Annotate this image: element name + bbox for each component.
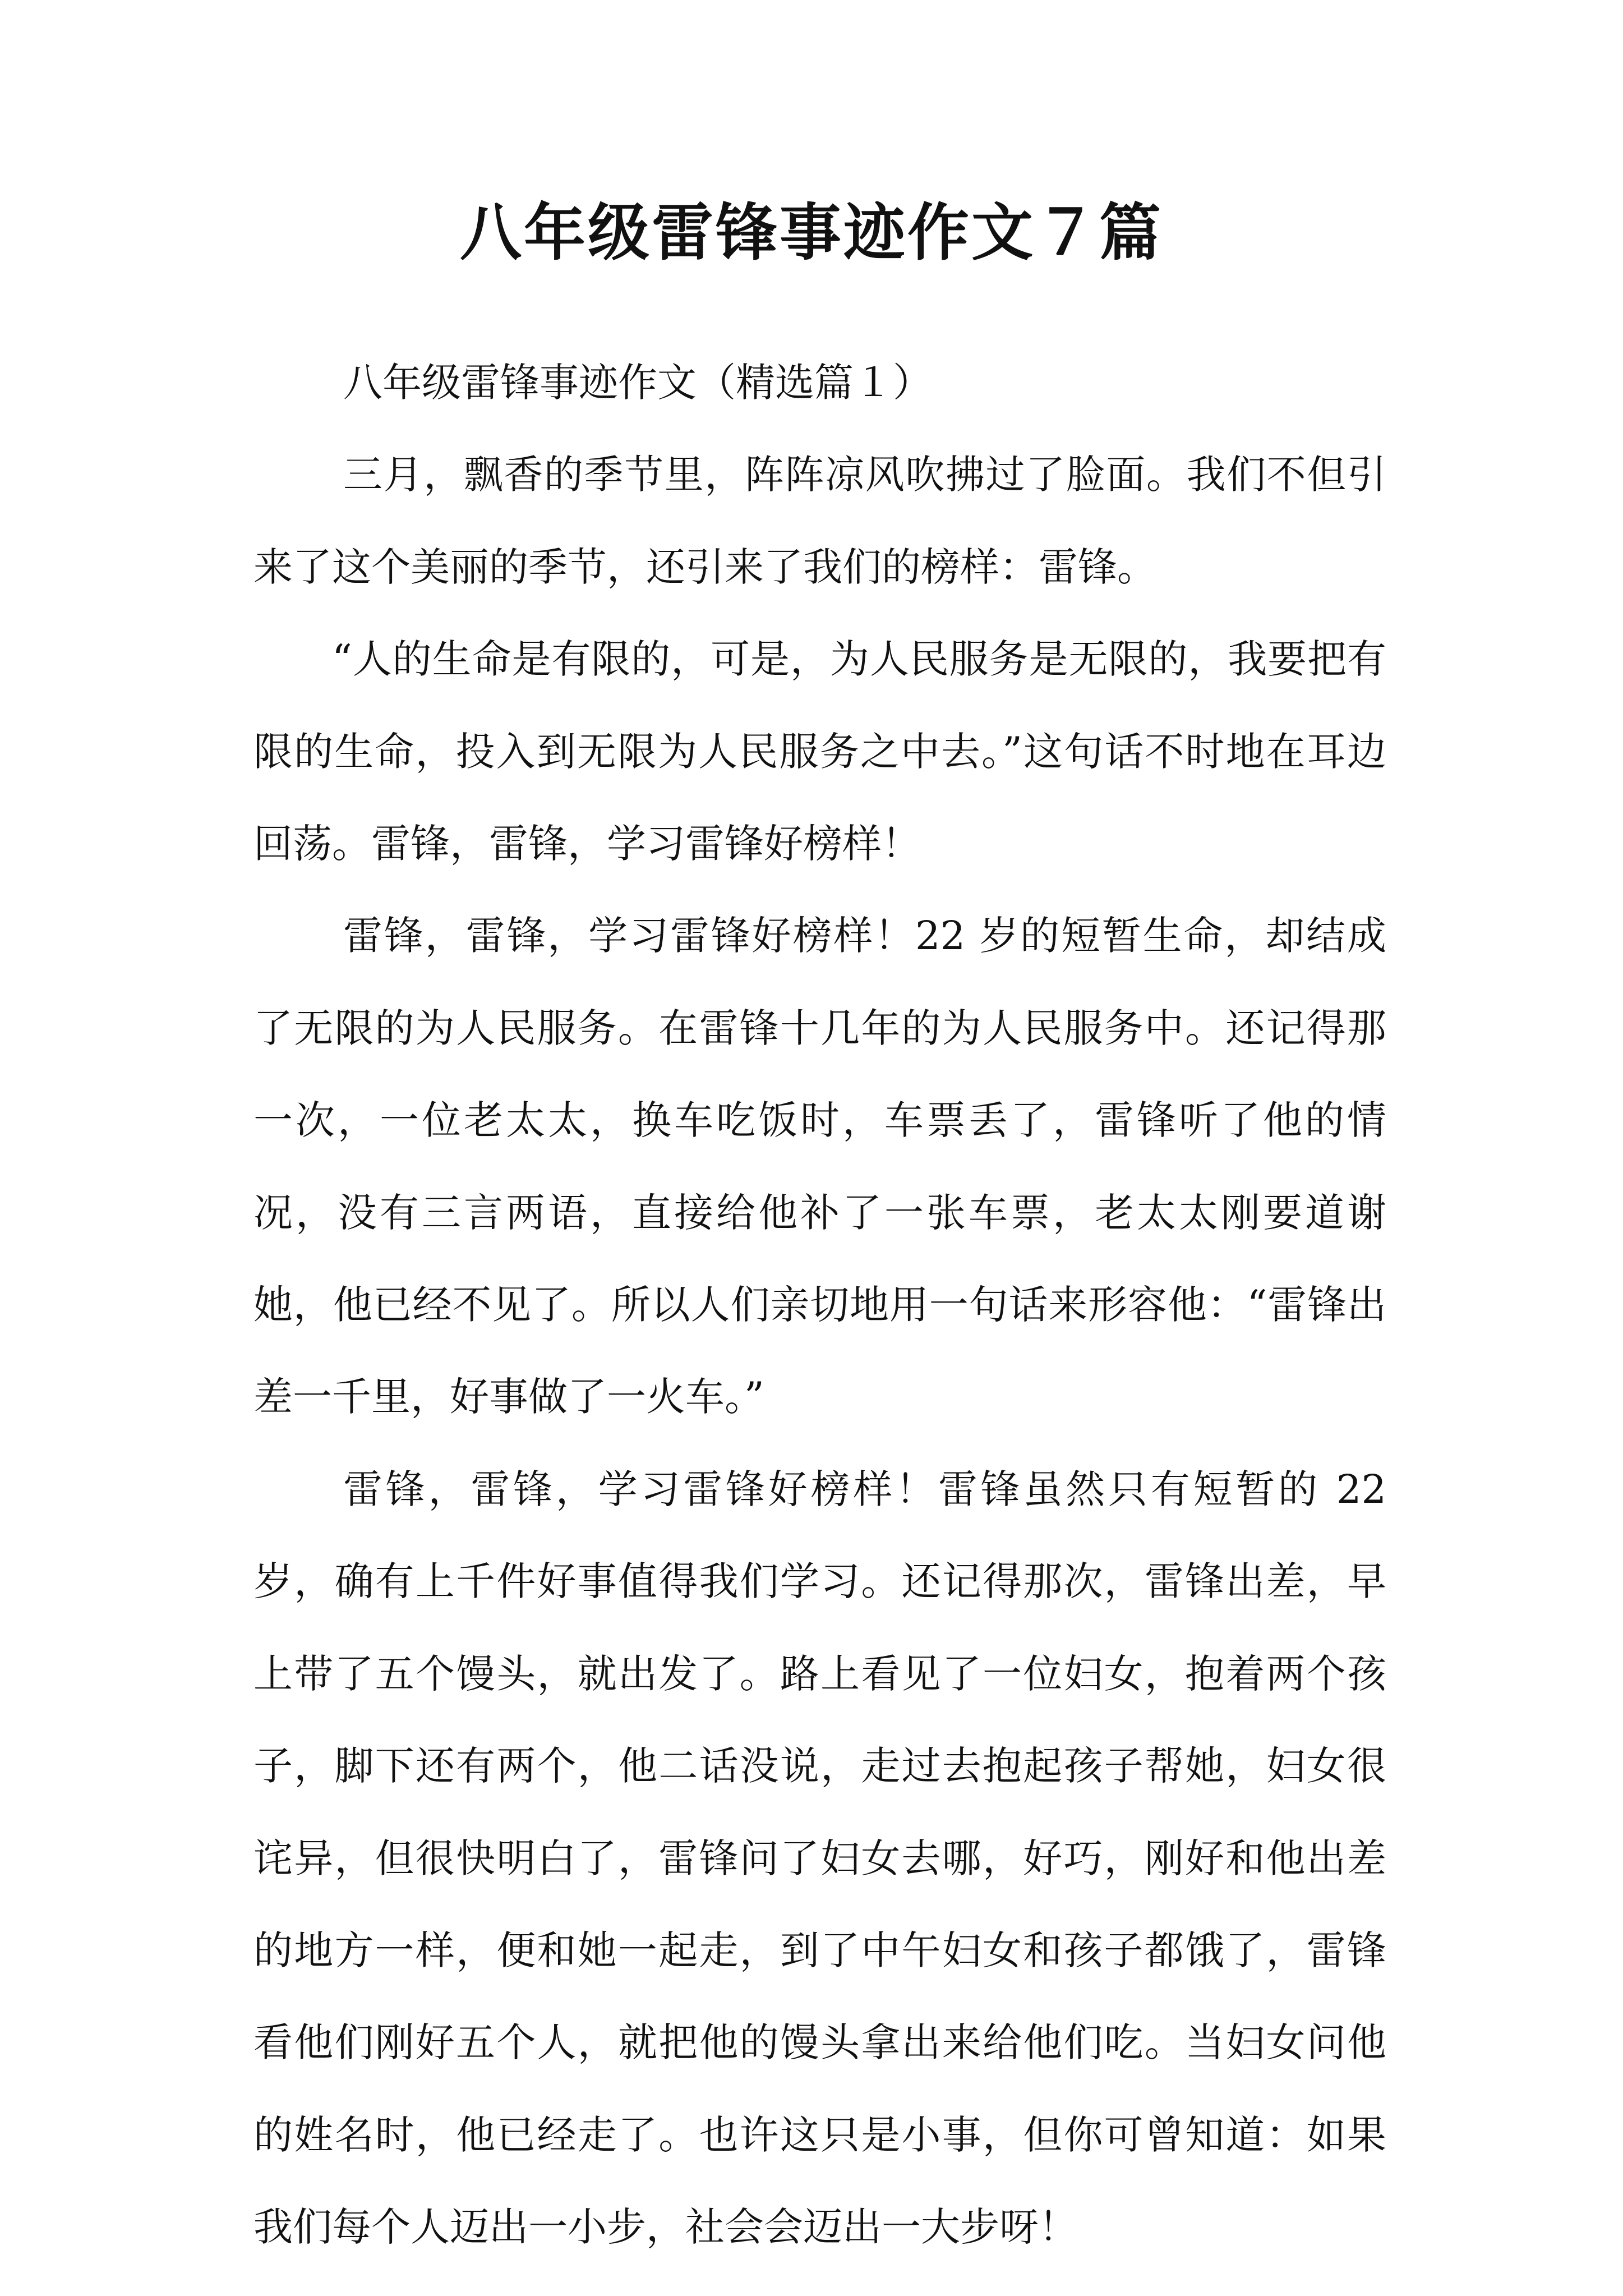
section-heading: 八年级雷锋事迹作文（精选篇１） xyxy=(343,360,932,406)
document-title: 八年级雷锋事迹作文７篇 xyxy=(460,196,1163,269)
document-body xyxy=(253,337,1386,2274)
paragraph-4: 雷锋，雷锋，学习雷锋好榜样！雷锋虽然只有短暂的 22 岁，确有上千件好事值得我们学习。还记得那次，雷锋出差，早上带了五个馒头，就出发了。路上看见了一位妇女，抱着两个孩子，脚下还有两个，他二话没说，走过去抱起孩子帮她，妇女很诧异，但很快明白了，雷锋问了妇女去哪，好巧，刚好和他出差的地方一样，便和她一起走，到了中午妇女和孩子都饿了，雷锋看他们刚好五个人，就把他的馒头拿出来给他们吃。当妇女问他的姓名时，他已经走了。也许这只是小事，但你可曾知道：如果我们每个人迈出一小步，社会会迈出一大步呀！ xyxy=(253,1466,1386,2251)
paragraph-1: 三月，飘香的季节里，阵阵凉风吹拂过了脸面。我们不但引来了这个美丽的季节，还引来了我们的榜样：雷锋。 xyxy=(253,452,1386,590)
paragraph-2: “人的生命是有限的，可是，为人民服务是无限的，我要把有限的生命，投入到无限为人民服务之中去。”这句话不时地在耳边回荡。雷锋，雷锋，学习雷锋好榜样！ xyxy=(253,636,1386,867)
paragraph-3: 雷锋，雷锋，学习雷锋好榜样！22 岁的短暂生命，却结成了无限的为人民服务。在雷锋十几年的为人民服务中。还记得那一次，一位老太太，换车吃饭时，车票丢了，雷锋听了他的情况，没有三言两语，直接给他补了一张车票，老太太刚要道谢她，他已经不见了。所以人们亲切地用一句话来形容他：“雷锋出差一千里，好事做了一火车。” xyxy=(253,913,1386,1420)
